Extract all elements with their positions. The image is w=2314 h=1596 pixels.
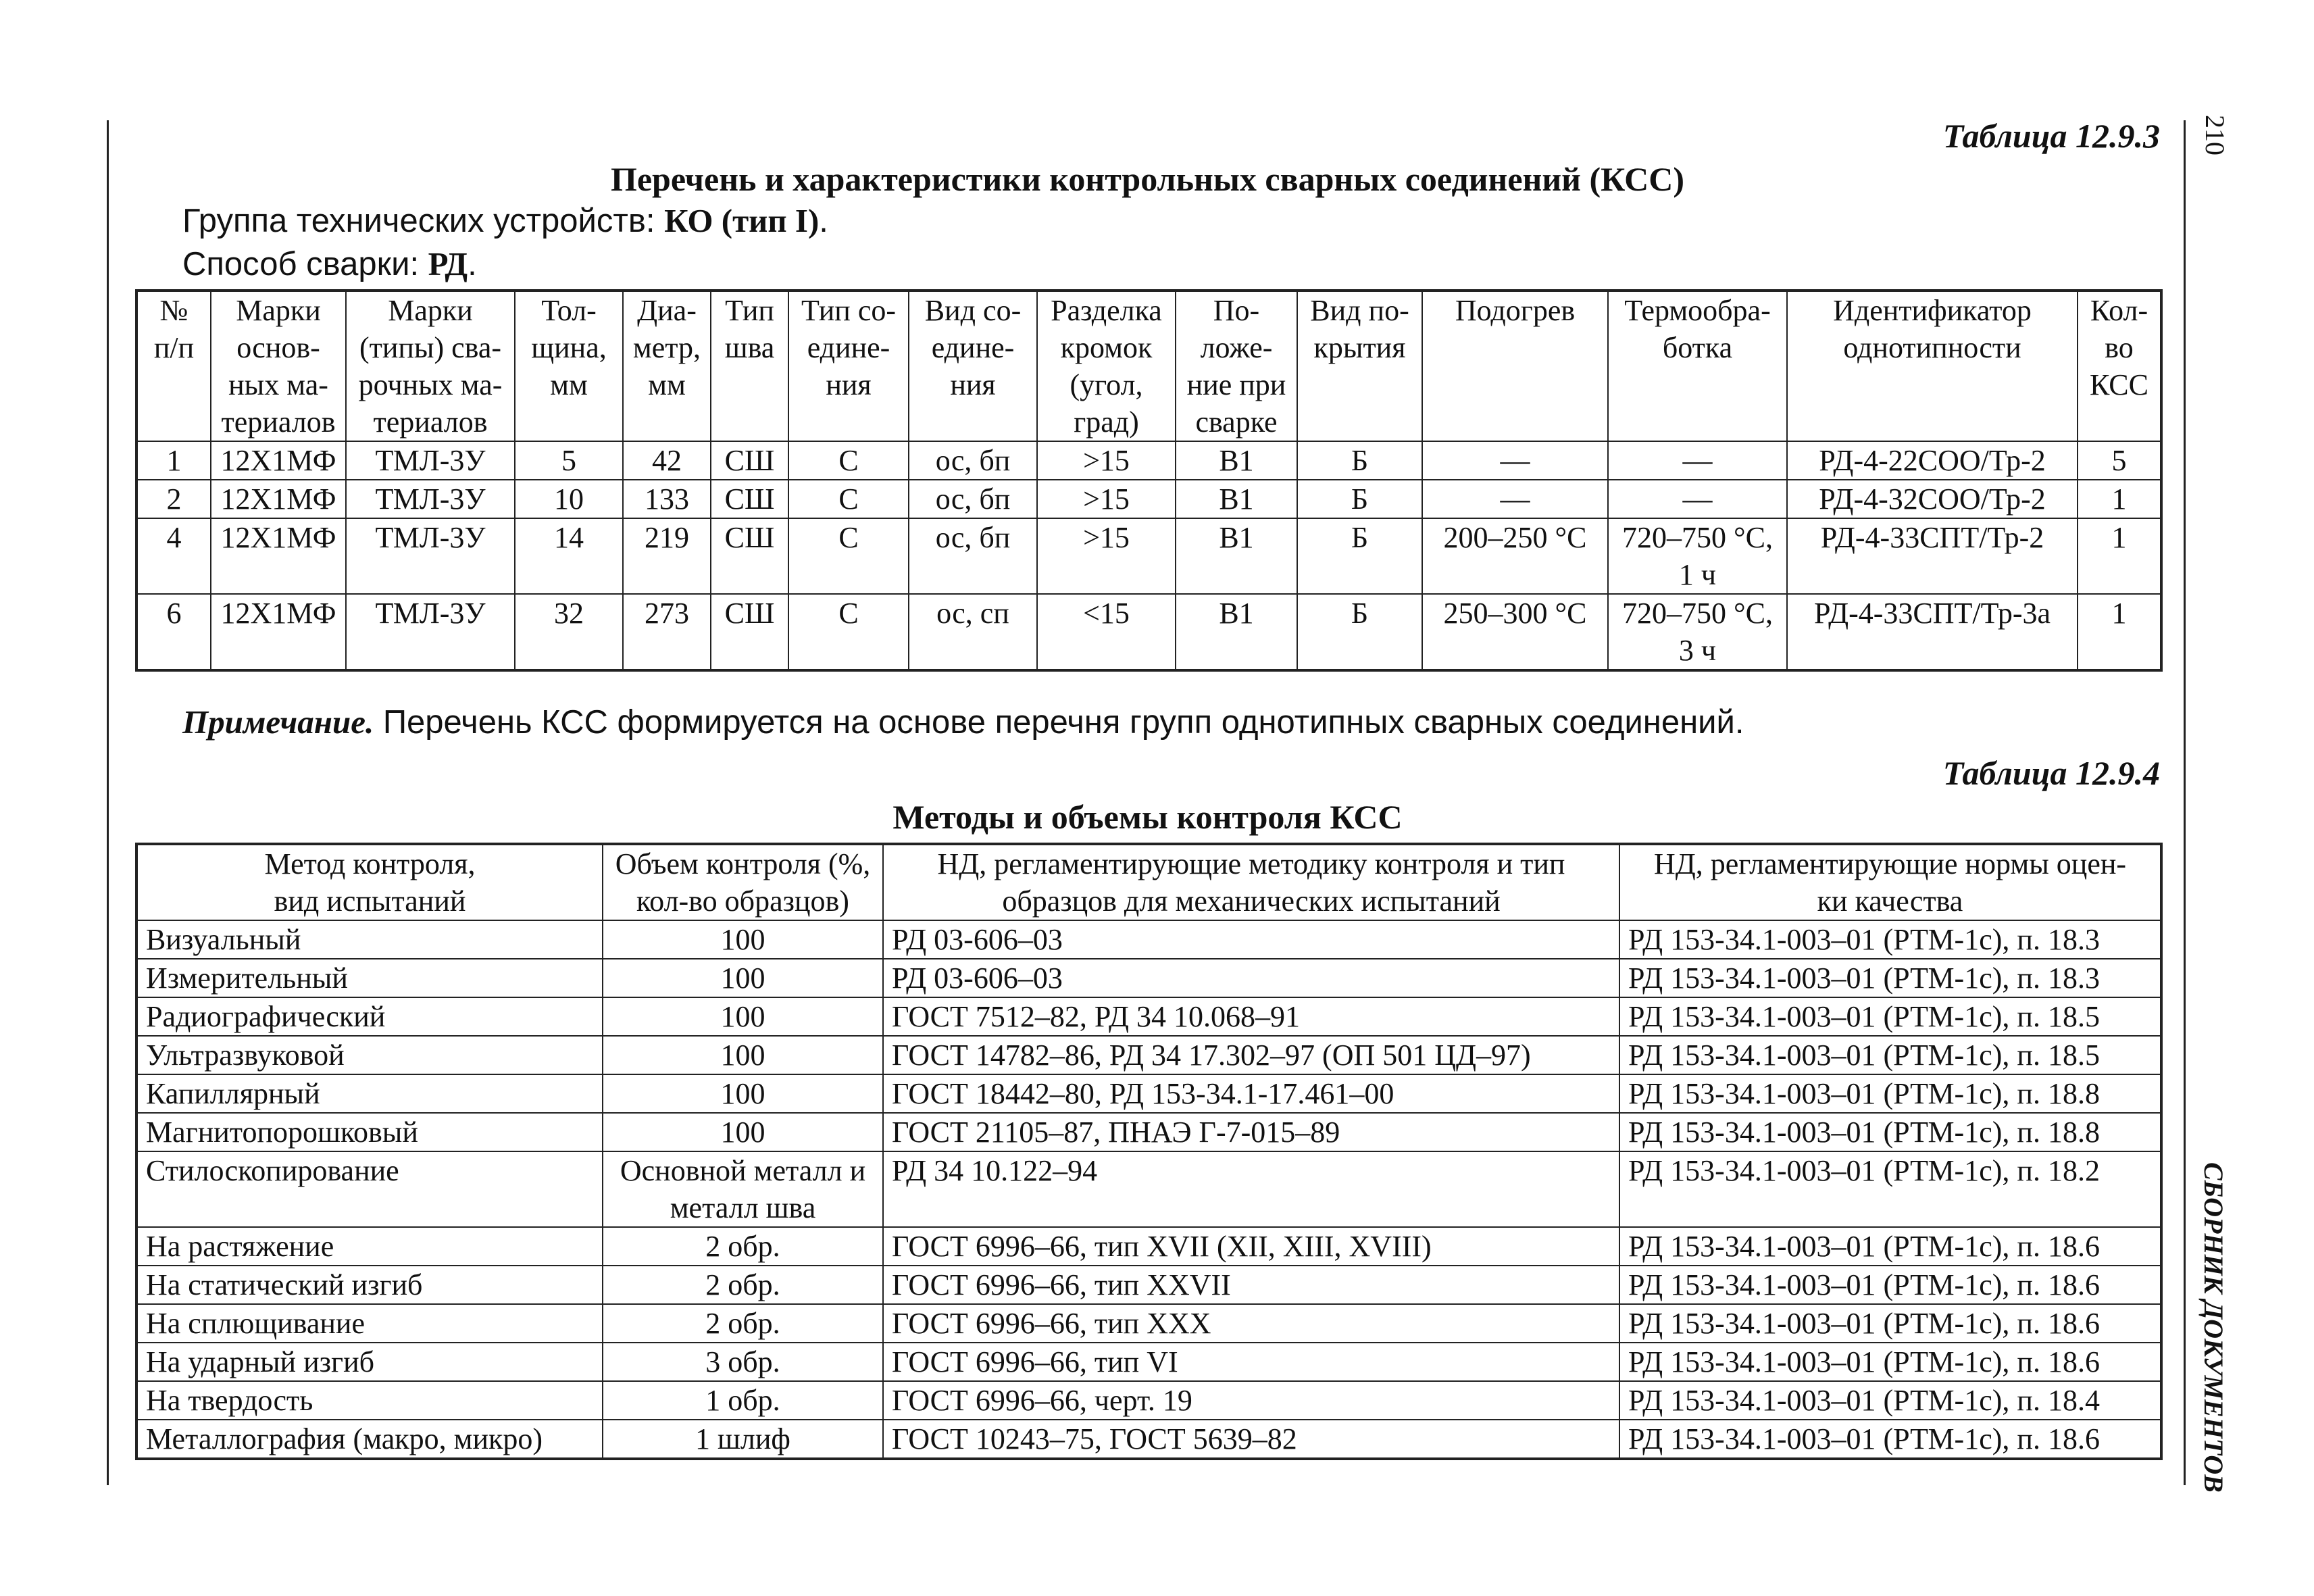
table-cell: РД 34 10.122–94: [883, 1151, 1619, 1227]
table-cell: 2 обр.: [603, 1227, 883, 1266]
table1-header-cell: [1176, 291, 1297, 441]
cell-line: мм: [648, 368, 686, 401]
table-cell: 2: [136, 480, 211, 518]
cell-line: едине-: [931, 331, 1015, 364]
table-cell: ГОСТ 6996–66, тип XVII (XII, XIII, XVIII): [883, 1227, 1619, 1266]
table-cell: РД 153-34.1-003–01 (РТМ-1с), п. 18.5: [1619, 1036, 2161, 1074]
table-cell: 3 обр.: [603, 1343, 883, 1381]
cell-line: териалов: [373, 405, 488, 439]
table-cell: ГОСТ 6996–66, черт. 19: [883, 1381, 1619, 1420]
table-cell: 10: [515, 480, 623, 518]
table-row: [136, 1074, 2161, 1113]
table1-header-cell: [1608, 291, 1787, 441]
cell-line: шва: [724, 331, 775, 364]
cell-line: По-: [1213, 294, 1260, 327]
table-cell: 1: [136, 441, 211, 480]
cell-line: Объем контроля (%,: [615, 847, 871, 880]
table-cell: РД 153-34.1-003–01 (РТМ-1с), п. 18.8: [1619, 1074, 2161, 1113]
table-cell: С: [788, 518, 909, 594]
cell-line: Тип со-: [801, 294, 897, 327]
table-cell: РД 03-606–03: [883, 920, 1619, 959]
cell-line: териалов: [221, 405, 336, 439]
device-group-label: Группа технических устройств:: [182, 203, 665, 239]
cell-line: во: [2105, 331, 2134, 364]
table-cell: 5: [2078, 441, 2161, 480]
table1-header-cell: [909, 291, 1037, 441]
table-cell: Капиллярный: [136, 1074, 603, 1113]
table-cell: РД 153-34.1-003–01 (РТМ-1с), п. 18.8: [1619, 1113, 2161, 1151]
table-cell: На растяжение: [136, 1227, 603, 1266]
table-cell: 1 обр.: [603, 1381, 883, 1420]
table-cell: РД-4-33СПТ/Тр-2: [1787, 518, 2078, 594]
table-cell: —: [1422, 480, 1608, 518]
left-margin-rule: [107, 120, 109, 1485]
table-cell: РД 153-34.1-003–01 (РТМ-1с), п. 18.3: [1619, 920, 2161, 959]
table-cell: 12Х1МФ: [211, 594, 346, 670]
table-cell: 12Х1МФ: [211, 518, 346, 594]
welding-method-line: Способ сварки: РД.: [182, 245, 477, 282]
cell-line: град): [1074, 405, 1139, 439]
table-row: [136, 1381, 2161, 1420]
table-cell: 100: [603, 959, 883, 997]
table1-header-cell: [1422, 291, 1608, 441]
table-cell: ГОСТ 6996–66, тип XXX: [883, 1304, 1619, 1343]
cell-line: основ-: [236, 331, 320, 364]
table-cell: 250–300 °С: [1422, 594, 1608, 670]
cell-line: Кол-: [2090, 294, 2148, 327]
table1-header-cell: [1787, 291, 2078, 441]
table-cell: ос, бп: [909, 480, 1037, 518]
cell-line: рочных ма-: [358, 368, 503, 401]
table-cell: 720–750 °С, 1 ч: [1608, 518, 1787, 594]
table1-header-cell: [515, 291, 623, 441]
cell-line: ложе-: [1200, 331, 1273, 364]
table-cell: На ударный изгиб: [136, 1343, 603, 1381]
table1-header-cell: [711, 291, 788, 441]
table-cell: 100: [603, 920, 883, 959]
table-cell: <15: [1037, 594, 1176, 670]
table-cell: С: [788, 441, 909, 480]
table-cell: СШ: [711, 480, 788, 518]
table-cell: —: [1422, 441, 1608, 480]
table-cell: 42: [623, 441, 711, 480]
table-cell: 2 обр.: [603, 1266, 883, 1304]
table-cell: В1: [1176, 441, 1297, 480]
device-group-line: Группа технических устройств: КО (тип I).: [182, 202, 828, 239]
table-cell: СШ: [711, 518, 788, 594]
table2-title: Методы и объемы контроля КСС: [892, 798, 1403, 836]
cell-line: кромок: [1060, 331, 1153, 364]
cell-line: НД, регламентирующие нормы оцен-: [1653, 847, 2127, 880]
table-cell: СШ: [711, 441, 788, 480]
table-cell: РД 153-34.1-003–01 (РТМ-1с), п. 18.6: [1619, 1420, 2161, 1459]
page-number: 210: [2200, 115, 2230, 155]
table-cell: СШ: [711, 594, 788, 670]
right-margin-rule: [2184, 120, 2186, 1485]
table-cell: ГОСТ 14782–86, РД 34 17.302–97 (ОП 501 ЦД–97): [883, 1036, 1619, 1074]
table-cell: 6: [136, 594, 211, 670]
table-cell: Б: [1297, 518, 1422, 594]
table-cell: Радиографический: [136, 997, 603, 1036]
table-cell: 100: [603, 1036, 883, 1074]
table-cell: На сплющивание: [136, 1304, 603, 1343]
table-row: [136, 1151, 2161, 1227]
table-cell: 1: [2078, 518, 2161, 594]
table-row: [136, 594, 2161, 670]
table-cell: РД-4-32СОО/Тр-2: [1787, 480, 2078, 518]
table-row: [136, 1227, 2161, 1266]
cell-line: Тип: [725, 294, 774, 327]
table-cell: Магнитопорошковый: [136, 1113, 603, 1151]
table-cell: Ультразвуковой: [136, 1036, 603, 1074]
cell-line: едине-: [807, 331, 890, 364]
table-row: [136, 518, 2161, 594]
table-cell: ТМЛ-3У: [346, 441, 515, 480]
device-group-value: КО (тип I): [664, 202, 820, 239]
table-cell: ТМЛ-3У: [346, 480, 515, 518]
table-cell: Б: [1297, 594, 1422, 670]
table-cell: РД-4-22СОО/Тр-2: [1787, 441, 2078, 480]
table-cell: Визуальный: [136, 920, 603, 959]
table-cell: Б: [1297, 480, 1422, 518]
cell-line: Диа-: [637, 294, 697, 327]
table-cell: 200–250 °С: [1422, 518, 1608, 594]
cell-line: сварке: [1195, 405, 1278, 439]
table-row: [136, 997, 2161, 1036]
cell-line: Подогрев: [1455, 294, 1576, 327]
table-row: [136, 920, 2161, 959]
table-cell: —: [1608, 480, 1787, 518]
table-cell: ГОСТ 18442–80, РД 153-34.1-17.461–00: [883, 1074, 1619, 1113]
table-cell: >15: [1037, 441, 1176, 480]
table1-caption: Таблица 12.9.3: [1942, 117, 2160, 155]
table-cell: РД 153-34.1-003–01 (РТМ-1с), п. 18.5: [1619, 997, 2161, 1036]
table-cell: В1: [1176, 518, 1297, 594]
cell-line: ния: [950, 368, 996, 401]
table-cell: 133: [623, 480, 711, 518]
table2-header-cell: [883, 844, 1619, 920]
table2-caption: Таблица 12.9.4: [1942, 754, 2160, 792]
welded-joints-table: [135, 289, 2163, 672]
cell-line: Марки: [236, 294, 321, 327]
cell-line: ных ма-: [228, 368, 328, 401]
table-cell: Стилоскопирование: [136, 1151, 603, 1227]
table-cell: 32: [515, 594, 623, 670]
cell-line: Марки: [388, 294, 473, 327]
table-cell: ос, сп: [909, 594, 1037, 670]
table-row: [136, 1343, 2161, 1381]
table-cell: 1: [2078, 480, 2161, 518]
table-cell: 100: [603, 997, 883, 1036]
cell-line: Вид со-: [924, 294, 1022, 327]
table2-header-cell: [1619, 844, 2161, 920]
table-cell: В1: [1176, 594, 1297, 670]
note-label: Примечание.: [182, 703, 374, 741]
table2-header-row: [136, 844, 2161, 920]
table-cell: Металлография (макро, микро): [136, 1420, 603, 1459]
table-cell: >15: [1037, 518, 1176, 594]
table-cell: 720–750 °С, 3 ч: [1608, 594, 1787, 670]
table-cell: РД 153-34.1-003–01 (РТМ-1с), п. 18.6: [1619, 1227, 2161, 1266]
table1-header-cell: [2078, 291, 2161, 441]
cell-line: крытия: [1313, 331, 1406, 364]
table-cell: ГОСТ 7512–82, РД 34 10.068–91: [883, 997, 1619, 1036]
cell-line: ботка: [1662, 331, 1733, 364]
control-methods-table: [135, 843, 2163, 1460]
table-cell: ТМЛ-3У: [346, 594, 515, 670]
table-cell: ГОСТ 6996–66, тип VI: [883, 1343, 1619, 1381]
table-cell: Основной металл и металл шва: [603, 1151, 883, 1227]
cell-line: №: [159, 294, 188, 327]
table-cell: 1: [2078, 594, 2161, 670]
table-cell: 100: [603, 1113, 883, 1151]
table-cell: В1: [1176, 480, 1297, 518]
table-row: [136, 1266, 2161, 1304]
table-cell: ос, бп: [909, 441, 1037, 480]
cell-line: вид испытаний: [274, 884, 466, 918]
cell-line: щина,: [531, 331, 607, 364]
table-cell: ГОСТ 10243–75, ГОСТ 5639–82: [883, 1420, 1619, 1459]
table-cell: 2 обр.: [603, 1304, 883, 1343]
table-cell: ТМЛ-3У: [346, 518, 515, 594]
welding-method-value: РД: [428, 245, 468, 282]
table-cell: 219: [623, 518, 711, 594]
table-cell: РД 153-34.1-003–01 (РТМ-1с), п. 18.2: [1619, 1151, 2161, 1227]
table-cell: —: [1608, 441, 1787, 480]
table-cell: РД 153-34.1-003–01 (РТМ-1с), п. 18.4: [1619, 1381, 2161, 1420]
table-row: [136, 480, 2161, 518]
cell-line: Термообра-: [1624, 294, 1771, 327]
running-side-title: СБОРНИК ДОКУМЕНТОВ: [2198, 1162, 2229, 1493]
cell-line: (угол,: [1070, 368, 1143, 401]
table-cell: РД 153-34.1-003–01 (РТМ-1с), п. 18.6: [1619, 1304, 2161, 1343]
table1-note: [182, 703, 1744, 741]
table-cell: 4: [136, 518, 211, 594]
table1-header-cell: [1297, 291, 1422, 441]
cell-line: однотипности: [1843, 331, 2021, 364]
note-text: Перечень КСС формируется на основе перечня групп однотипных сварных соединений.: [374, 704, 1744, 741]
table1-header-cell: [623, 291, 711, 441]
table2-header-cell: [603, 844, 883, 920]
cell-line: Вид по-: [1310, 294, 1409, 327]
table-row: [136, 959, 2161, 997]
table-cell: РД 153-34.1-003–01 (РТМ-1с), п. 18.6: [1619, 1266, 2161, 1304]
table2-body: [136, 920, 2161, 1459]
cell-line: п/п: [153, 331, 195, 364]
table1-header-cell: [1037, 291, 1176, 441]
table-cell: С: [788, 594, 909, 670]
table-cell: ГОСТ 21105–87, ПНАЭ Г-7-015–89: [883, 1113, 1619, 1151]
table-row: [136, 1420, 2161, 1459]
table-cell: 1 шлиф: [603, 1420, 883, 1459]
table1-body: [136, 441, 2161, 670]
table-cell: РД-4-33СПТ/Тр-3а: [1787, 594, 2078, 670]
cell-line: Идентификатор: [1833, 294, 2032, 327]
table-cell: С: [788, 480, 909, 518]
cell-line: ки качества: [1817, 884, 1963, 918]
table-row: [136, 1036, 2161, 1074]
cell-line: метр,: [632, 331, 701, 364]
cell-line: КСС: [2090, 368, 2148, 401]
cell-line: (типы) сва-: [359, 331, 502, 364]
table-cell: РД 153-34.1-003–01 (РТМ-1с), п. 18.6: [1619, 1343, 2161, 1381]
table-cell: РД 03-606–03: [883, 959, 1619, 997]
table-cell: ГОСТ 6996–66, тип XXVII: [883, 1266, 1619, 1304]
table-row: [136, 1304, 2161, 1343]
cell-line: ния: [826, 368, 872, 401]
table1-header-cell: [211, 291, 346, 441]
table1-header-cell: [788, 291, 909, 441]
table-cell: >15: [1037, 480, 1176, 518]
welding-method-label: Способ сварки:: [182, 246, 428, 282]
cell-line: Тол-: [541, 294, 597, 327]
table2-header-cell: [136, 844, 603, 920]
table-cell: На статический изгиб: [136, 1266, 603, 1304]
cell-line: НД, регламентирующие методику контроля и тип: [937, 847, 1565, 880]
table-cell: 14: [515, 518, 623, 594]
table-cell: На твердость: [136, 1381, 603, 1420]
table-cell: 12Х1МФ: [211, 441, 346, 480]
table-cell: 100: [603, 1074, 883, 1113]
table1-header-cell: [346, 291, 515, 441]
table-cell: Измерительный: [136, 959, 603, 997]
table-cell: Б: [1297, 441, 1422, 480]
cell-line: кол-во образцов): [636, 884, 849, 918]
cell-line: образцов для механических испытаний: [1002, 884, 1501, 918]
table-cell: 12Х1МФ: [211, 480, 346, 518]
table-cell: 5: [515, 441, 623, 480]
table1-header-row: [136, 291, 2161, 441]
table-cell: 273: [623, 594, 711, 670]
table-row: [136, 441, 2161, 480]
cell-line: Метод контроля,: [264, 847, 476, 880]
cell-line: мм: [550, 368, 588, 401]
table1-header-cell: [136, 291, 211, 441]
table-cell: РД 153-34.1-003–01 (РТМ-1с), п. 18.3: [1619, 959, 2161, 997]
table-row: [136, 1113, 2161, 1151]
table1-title: Перечень и характеристики контрольных сварных соединений (КСС): [610, 160, 1685, 198]
cell-line: Разделка: [1051, 294, 1162, 327]
cell-line: ние при: [1186, 368, 1286, 401]
table-cell: ос, бп: [909, 518, 1037, 594]
